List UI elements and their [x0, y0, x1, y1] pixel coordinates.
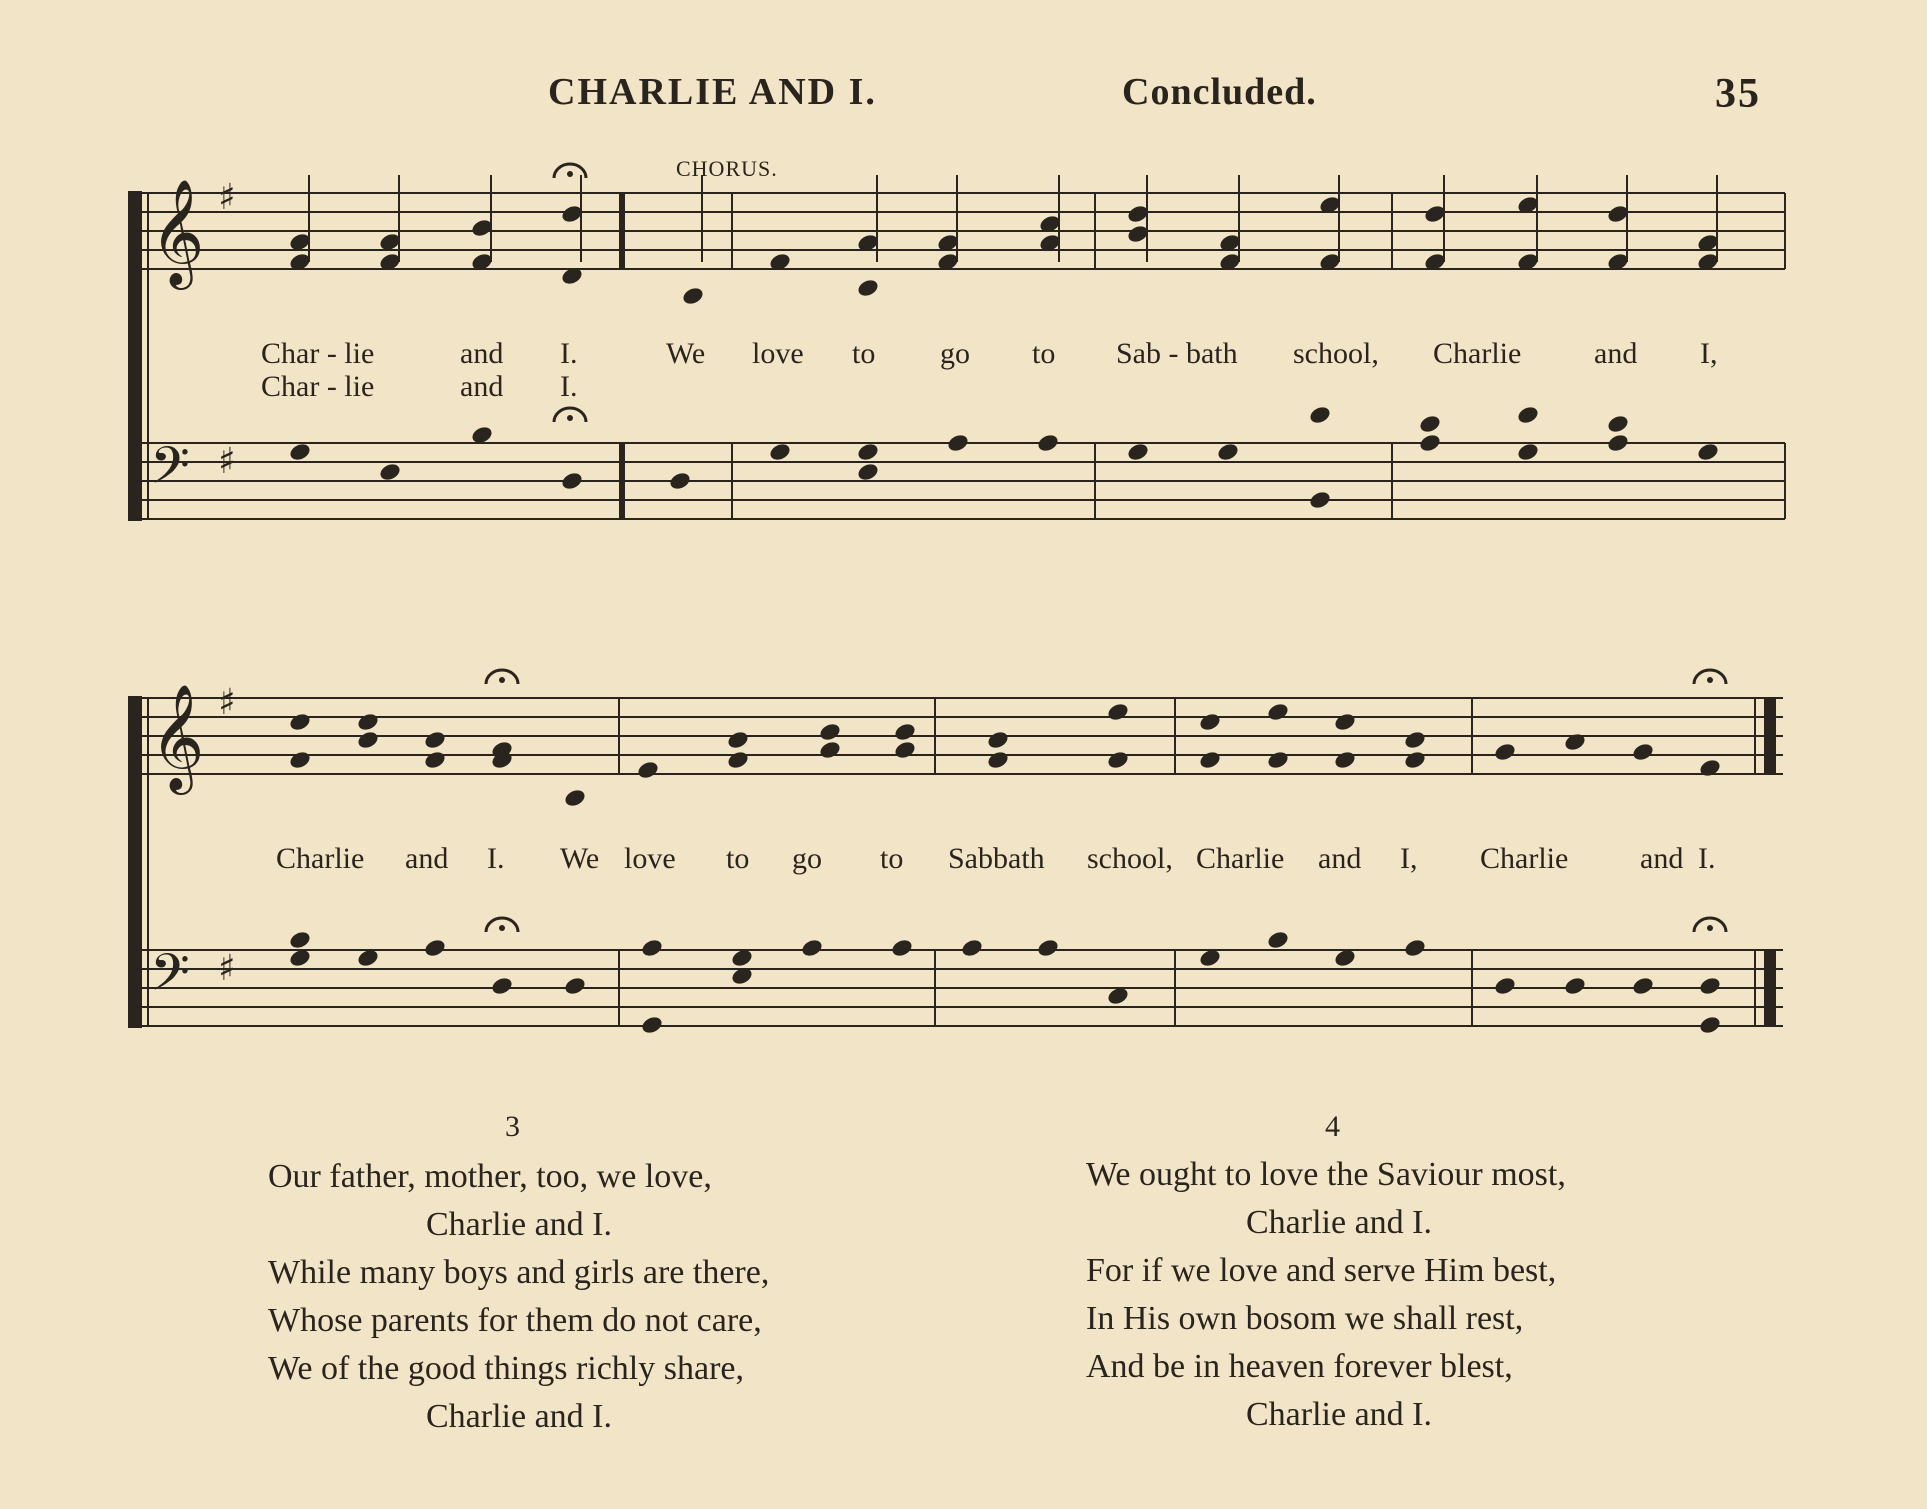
lyric-s1-10: school,: [1293, 337, 1379, 370]
system-2-treble-note: [1403, 729, 1427, 750]
system-2-bass-note: [563, 975, 587, 996]
system-2-bass-note: [1563, 975, 1587, 996]
system-2-bass-note: [490, 975, 514, 996]
system-2-treble-note: [1403, 749, 1427, 770]
system-1-bass-note: [378, 461, 402, 482]
lyric-s2-2: and: [405, 842, 449, 875]
system-2-final-barline: [1764, 698, 1776, 774]
system-2-bass-note: [1493, 975, 1517, 996]
system-2-treble-note: [818, 721, 842, 742]
system-1-treble-note: [856, 277, 880, 298]
lyric-s2-16: I.: [1698, 842, 1716, 875]
system-1-bass-note: [560, 470, 584, 491]
lyric-s1-1: Char - lie: [261, 337, 375, 370]
system-1-bass-note: [1606, 413, 1630, 434]
system-2-bass-note: [960, 937, 984, 958]
hymn-subtitle: Concluded.: [1122, 71, 1317, 113]
system-2-brace: [128, 696, 142, 1028]
verse-3-line-2: Charlie and I.: [426, 1206, 612, 1243]
system-2-treble-note: [726, 729, 750, 750]
system-1-treble-note: [681, 285, 705, 306]
system-1-bass-note: [768, 441, 792, 462]
fermata-dot: [567, 415, 573, 421]
lyric-s2-7: go: [792, 842, 822, 875]
lyric-s1-8: to: [1032, 337, 1056, 370]
system-1-bass-note: [1036, 432, 1060, 453]
system-1-treble-key-sharp: ♯: [218, 177, 236, 218]
chorus-label: CHORUS.: [676, 156, 778, 181]
system-2-treble-note: [1106, 749, 1130, 770]
verse-3-line-6: Charlie and I.: [426, 1398, 612, 1435]
lyric-s2-3: I.: [487, 842, 505, 875]
system-2-bass-note: [1631, 975, 1655, 996]
system-1-bass-note: [1308, 404, 1332, 425]
system-1-bass-note: [1516, 441, 1540, 462]
system-2-bass-note: [890, 937, 914, 958]
system-2-treble-note: [1266, 749, 1290, 770]
fermata-dot: [499, 677, 505, 683]
verse-3-line-5: We of the good things richly share,: [268, 1350, 744, 1387]
system-2-bass-note: [1698, 1014, 1722, 1035]
verse-4-line-3: For if we love and serve Him best,: [1086, 1252, 1557, 1289]
lyric-s1-alt-2: and: [460, 370, 504, 403]
system-2-treble-note: [1198, 711, 1222, 732]
verse-4-line-2: Charlie and I.: [1246, 1204, 1432, 1241]
verse-3-line-3: While many boys and girls are there,: [268, 1254, 770, 1291]
system-2-bass-note: [1266, 929, 1290, 950]
system-2-bass-note: [1036, 937, 1060, 958]
system-1-bass-note: [1418, 432, 1442, 453]
system-2-treble-note: [288, 711, 312, 732]
system-2-treble-note: [1333, 749, 1357, 770]
system-2-treble-note: [726, 749, 750, 770]
system-2-treble-note: [1493, 741, 1517, 762]
system-2-treble-note: [1698, 757, 1722, 778]
system-2-bass-key-sharp: ♯: [218, 948, 236, 989]
system-2-treble-note: [1333, 711, 1357, 732]
system-1-bass-note: [1308, 489, 1332, 510]
lyric-s1-13: I,: [1700, 337, 1718, 370]
system-2-treble-note: [636, 759, 660, 780]
system-1-bass-note: [668, 470, 692, 491]
lyric-s2-14: Charlie: [1480, 842, 1569, 875]
lyric-s2-8: to: [880, 842, 904, 875]
lyric-s1-7: go: [940, 337, 970, 370]
system-1-bass-note: [856, 461, 880, 482]
lyric-s2-11: Charlie: [1196, 842, 1285, 875]
system-2-final-barline: [1764, 950, 1776, 1026]
verse-4-number: 4: [1325, 1110, 1340, 1143]
system-1-bass-note: [288, 441, 312, 462]
system-2-treble-note: [1563, 731, 1587, 752]
lyric-s1-5: love: [752, 337, 804, 370]
system-2-bass-note: [288, 929, 312, 950]
verse-4-line-6: Charlie and I.: [1246, 1396, 1432, 1433]
lyric-s2-4: We: [560, 842, 600, 875]
system-2-treble-clef: 𝄞: [150, 683, 205, 790]
system-2-treble-note: [423, 729, 447, 750]
system-2-treble-note: [423, 749, 447, 770]
system-1-bass-note: [1418, 413, 1442, 434]
lyric-s1-11: Charlie: [1433, 337, 1522, 370]
system-2-treble-key-sharp: ♯: [218, 682, 236, 723]
system-2-treble-note: [1631, 741, 1655, 762]
lyric-s2-9: Sabbath: [948, 842, 1045, 875]
system-1-treble-clef: 𝄞: [150, 178, 205, 285]
system-2-bass-note: [1403, 937, 1427, 958]
verse-4-line-1: We ought to love the Saviour most,: [1086, 1156, 1566, 1193]
lyric-s2-13: I,: [1400, 842, 1418, 875]
system-2-treble-note: [1266, 701, 1290, 722]
system-1-brace: [128, 191, 142, 521]
system-2-treble-note: [563, 787, 587, 808]
system-2-treble-note: [1106, 701, 1130, 722]
page-number: 35: [1715, 71, 1761, 117]
system-2-bass-clef: 𝄢: [150, 942, 190, 1015]
system-1-bass-note: [856, 441, 880, 462]
system-1-bass-clef: 𝄢: [150, 435, 190, 508]
verse-3-line-1: Our father, mother, too, we love,: [268, 1158, 712, 1195]
lyric-s2-6: to: [726, 842, 750, 875]
system-2-bass-note: [800, 937, 824, 958]
system-1-bass-note: [1126, 441, 1150, 462]
hymn-title: CHARLIE AND I.: [548, 71, 877, 113]
lyric-s1-9: Sab - bath: [1116, 337, 1238, 370]
system-2-bass-note: [423, 937, 447, 958]
system-1-bass-note: [1696, 441, 1720, 462]
system-1-bass-note: [946, 432, 970, 453]
lyric-s1-6: to: [852, 337, 876, 370]
lyric-s2-12: and: [1318, 842, 1362, 875]
system-2-treble-note: [356, 711, 380, 732]
system-2-bass-note: [1698, 975, 1722, 996]
verse-4-line-5: And be in heaven forever blest,: [1086, 1348, 1513, 1385]
system-1-bass-note: [1606, 432, 1630, 453]
verse-4-line-4: In His own bosom we shall rest,: [1086, 1300, 1524, 1337]
lyric-s2-1: Charlie: [276, 842, 365, 875]
system-2-bass-note: [640, 1014, 664, 1035]
fermata-dot: [567, 171, 573, 177]
system-1-bass-note: [1216, 441, 1240, 462]
lyric-s1-alt-1: Char - lie: [261, 370, 375, 403]
system-2-bass-note: [640, 937, 664, 958]
lyric-s2-5: love: [624, 842, 676, 875]
system-2-treble-note: [893, 721, 917, 742]
lyric-s2-10: school,: [1087, 842, 1173, 875]
system-2-treble-note: [986, 749, 1010, 770]
system-1-bass-key-sharp: ♯: [218, 441, 236, 482]
lyric-s1-4: We: [666, 337, 706, 370]
fermata-dot: [1707, 677, 1713, 683]
system-2-treble-note: [986, 729, 1010, 750]
lyric-s1-2: and: [460, 337, 504, 370]
system-2-treble-note: [818, 739, 842, 760]
system-2-treble-note: [893, 739, 917, 760]
system-2-treble-note: [1198, 749, 1222, 770]
system-1-bass-note: [1516, 404, 1540, 425]
fermata-dot: [1707, 925, 1713, 931]
lyric-s2-15: and: [1640, 842, 1684, 875]
verse-3-number: 3: [505, 1110, 520, 1143]
lyric-s1-alt-3: I.: [560, 370, 578, 403]
lyric-s1-12: and: [1594, 337, 1638, 370]
lyric-s1-3: I.: [560, 337, 578, 370]
system-2-treble-note: [288, 749, 312, 770]
fermata-dot: [499, 925, 505, 931]
system-2-treble-note: [356, 729, 380, 750]
verse-3-line-4: Whose parents for them do not care,: [268, 1302, 762, 1339]
